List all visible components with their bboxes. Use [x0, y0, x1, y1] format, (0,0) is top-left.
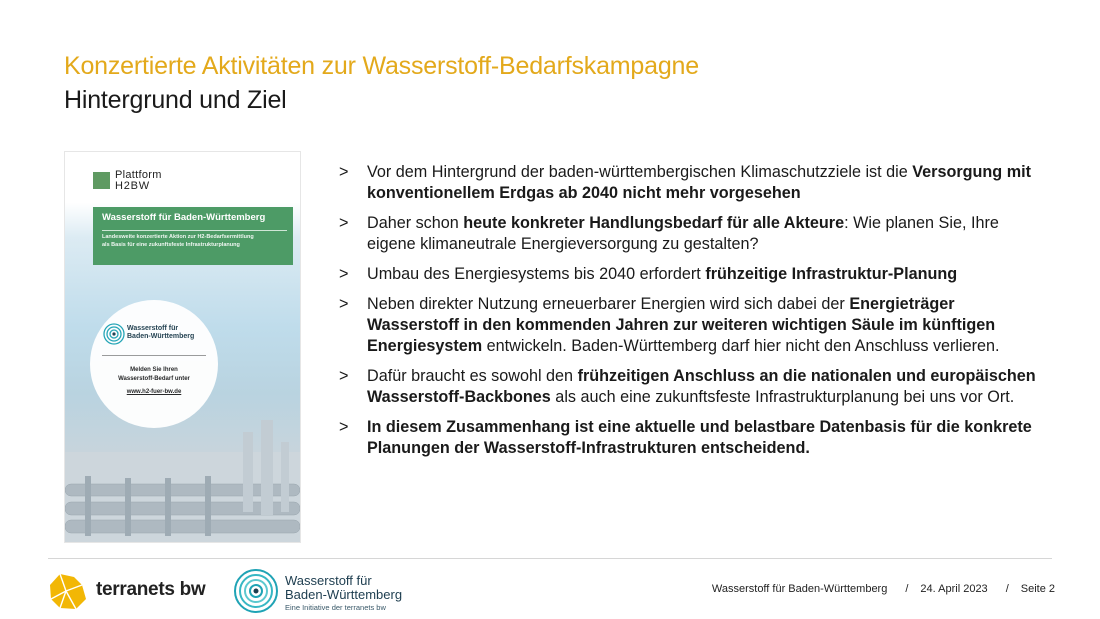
bullet-marker: >	[339, 265, 349, 283]
flyer-h2-logo-line2: Baden-Württemberg	[127, 333, 195, 340]
terranets-logo-icon	[46, 571, 90, 611]
bullet-item	[337, 417, 1037, 459]
footer-divider	[48, 558, 1052, 559]
bullet-text: Neben direkter Nutzung erneuerbarer Energien wird sich dabei der	[367, 295, 850, 313]
flyer-banner-subtext-line2: als Basis für eine zukunftsfeste Infrastrukturplanung	[102, 241, 240, 248]
flyer-cta-line1: Melden Sie Ihren	[130, 367, 178, 373]
bullet-marker: >	[339, 163, 349, 181]
h2-logo-line2: Baden-Württemberg	[285, 587, 403, 602]
flyer-h2-logo-text	[127, 325, 194, 341]
bullet-bold-text: Versorgung mit konventionellem Erdgas ab 2040 nicht mehr vorgesehen	[367, 163, 1031, 202]
bullet-bold-text: heute konkreter Handlungsbedarf für alle Akteure	[463, 214, 845, 232]
bullet-bold-text: Energieträger Wasserstoff in den kommenden Jahren zur weiteren wichtigen Säule im künftigen Energiesystem	[367, 295, 996, 355]
footer-page-number: Seite 2	[1020, 583, 1055, 595]
footer-meta	[712, 583, 1055, 595]
footer-separator: /	[1005, 583, 1009, 595]
bullet-bold-text: frühzeitige Infrastruktur-Planung	[705, 265, 958, 283]
footer-separator: /	[905, 583, 909, 595]
flyer-image	[64, 151, 301, 543]
flyer-banner-heading: Wasserstoff für Baden-Württemberg	[102, 212, 266, 223]
bullet-bold-text: frühzeitigen Anschluss an die nationalen und europäischen Wasserstoff-Backbones	[367, 367, 1036, 406]
bullet-text: Vor dem Hintergrund der baden-württembergischen Klimaschutzziele ist die	[367, 163, 913, 181]
bullet-item	[337, 294, 1037, 357]
platform-logo-square	[93, 172, 110, 189]
bullet-item	[337, 366, 1037, 408]
bullet-marker: >	[339, 214, 349, 232]
bullet-marker: >	[339, 367, 349, 385]
bullet-item	[337, 264, 1037, 285]
flyer-green-banner	[93, 207, 293, 265]
flyer-cta-line2: Wasserstoff-Bedarf unter	[118, 376, 190, 382]
bullet-item	[337, 162, 1037, 204]
flyer-circle-divider	[102, 355, 206, 356]
flyer-call-to-action	[90, 366, 218, 384]
bullet-bold-text: In diesem Zusammenhang ist eine aktuelle und belastbare Datenbasis für die konkrete Planungen der Wasserstoff-Infrastrukturen entscheidend.	[367, 418, 1032, 457]
h2-logo-line1: Wasserstoff für	[285, 573, 372, 588]
platform-logo-line1: Plattform	[115, 169, 162, 181]
platform-h2bw-logo	[93, 168, 183, 192]
bullet-marker: >	[339, 418, 349, 436]
bullet-text: Dafür braucht es sowohl den	[367, 367, 578, 385]
flyer-h2-logo-line1: Wasserstoff für	[127, 325, 179, 332]
bullet-text: entwickeln. Baden-Württemberg darf hier nicht den Anschluss verlieren.	[482, 337, 1000, 355]
bullet-item	[337, 213, 1037, 255]
bullet-marker: >	[339, 295, 349, 313]
bullet-text: : Wie planen Sie, Ihre eigene klimaneutrale Energieversorgung zu gestalten?	[367, 214, 999, 253]
bullet-text: Daher schon	[367, 214, 464, 232]
bullet-text: Umbau des Energiesystems bis 2040 erfordert	[367, 265, 706, 283]
flyer-banner-subtext	[102, 234, 254, 249]
bullet-list	[337, 162, 1037, 468]
bullet-text: als auch eine zukunftsfeste Infrastrukturplanung bei uns vor Ort.	[550, 388, 1015, 406]
slide-subtitle: Hintergrund und Ziel	[64, 86, 287, 114]
flyer-url-link: www.h2-fuer-bw.de	[126, 389, 182, 395]
slide-title: Konzertierte Aktivitäten zur Wasserstoff-Bedarfskampagne	[64, 52, 699, 80]
flyer-white-circle	[90, 300, 218, 428]
h2-bw-swirl-icon	[232, 567, 280, 615]
terranets-wordmark: terranets bw	[96, 579, 206, 600]
footer-doc-title: Wasserstoff für Baden-Württemberg	[711, 583, 888, 595]
footer-date: 24. April 2023	[920, 583, 988, 595]
h2-logo-tagline: Eine Initiative der terranets bw	[285, 603, 386, 612]
flyer-banner-subtext-line1: Landesweite konzertierte Aktion zur H2-Bedarfsermittlung	[102, 234, 254, 240]
platform-logo-line2: H2BW	[115, 180, 150, 192]
flyer-banner-rule	[102, 230, 287, 231]
